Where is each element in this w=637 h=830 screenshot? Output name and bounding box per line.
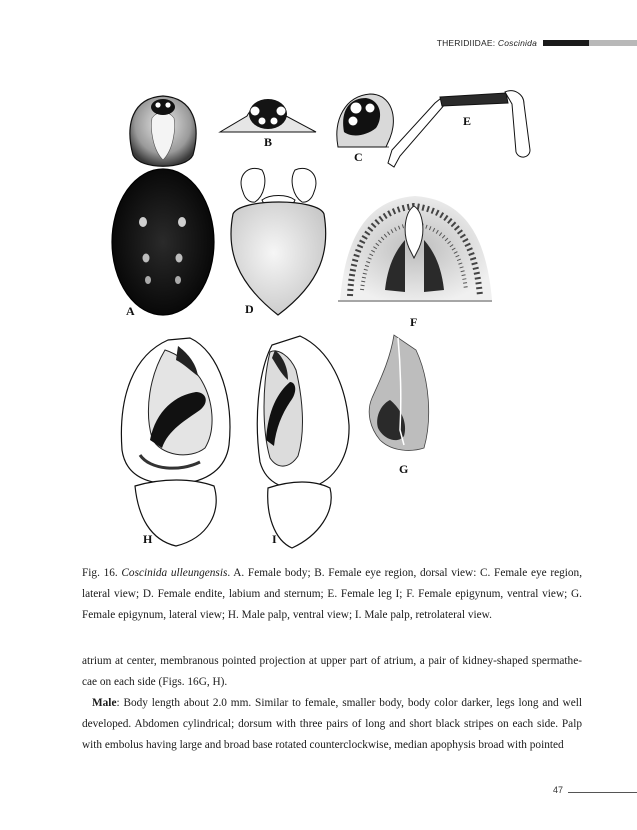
panel-e-female-leg [388, 91, 530, 167]
running-head-genus: Coscinida [497, 38, 537, 48]
footer-rule [568, 792, 637, 793]
panel-label-i: I [272, 532, 277, 546]
caption-fig-number: Fig. 16. [82, 567, 118, 579]
panel-d-sternum [231, 168, 326, 315]
panel-i-male-palp-retrolateral [257, 336, 349, 548]
body-paragraph-1: atrium at center, membranous pointed projection at upper part of atrium, a pair of kidney-shaped spermathecae on each side (Figs. 16G, H). [82, 655, 582, 688]
panel-c-eye-region-lateral [337, 94, 393, 147]
running-head-family: THERIDIIDAE: [436, 38, 496, 48]
body-paragraph-2 [82, 693, 582, 756]
page-number: 47 [553, 785, 564, 795]
panel-a-female-body [112, 96, 214, 315]
panel-label-e: E [463, 114, 472, 128]
male-description: : Body length about 2.0 mm. Similar to female, smaller body, body color darker, legs long and well developed. Abdomen cylindrical; dorsum with three pairs of long and short black stripes on each side. Palp with embolus having large and broad base rotated counterclockwise, median apophysis broad with pointed [82, 697, 582, 751]
panel-h-male-palp-ventral [121, 338, 230, 546]
panel-label-d: D [245, 302, 254, 316]
panel-b-eye-region-dorsal [220, 99, 316, 132]
caption-text: . A. Female body; B. Female eye region, dorsal view: C. Female eye region, lateral view; D. Female endite, labium and sternum; E. Female leg I; F. Female epigynum, ventral view; G. Female epigynum, lateral view; H. Male palp, ventral view; I. Male palp, retrolateral view. [82, 567, 583, 621]
panel-label-b: B [264, 135, 273, 149]
panel-label-f: F [410, 315, 418, 329]
panel-label-h: H [143, 532, 153, 546]
figure-caption [82, 563, 582, 626]
panel-g-epigynum-lateral [369, 335, 428, 450]
body-text [82, 651, 582, 756]
male-heading: Male [92, 697, 117, 709]
panel-label-g: G [399, 462, 409, 476]
panel-f-epigynum-ventral [338, 196, 492, 301]
panel-label-a: A [126, 304, 135, 318]
caption-species: Coscinida ulleungensis [121, 567, 228, 579]
panel-label-c: C [354, 150, 363, 164]
